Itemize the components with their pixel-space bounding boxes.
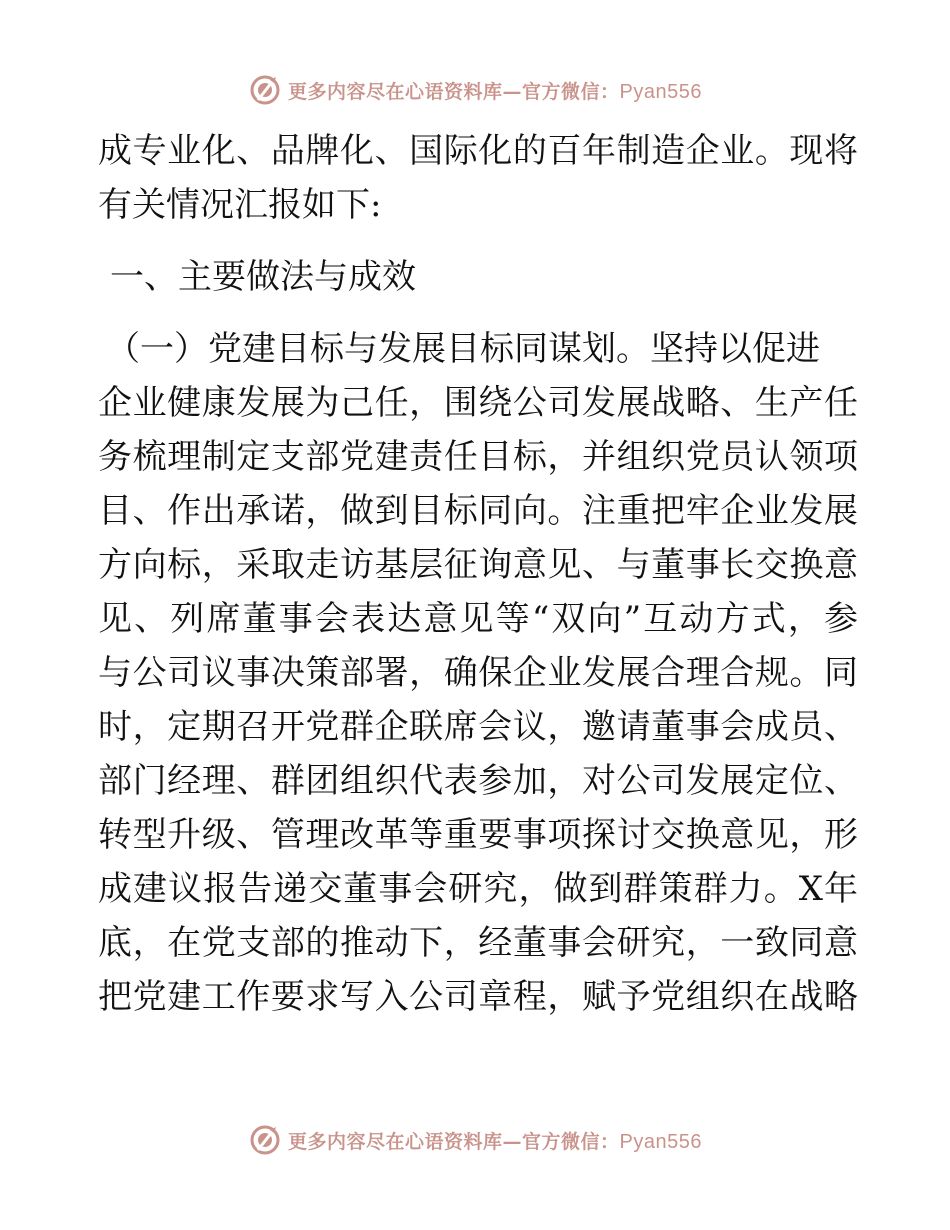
paragraph-line: 企业健康发展为己任，围绕公司发展战略、生产任 [98, 383, 858, 423]
footer-watermark [0, 1120, 950, 1160]
paragraph-line: 务梳理制定支部党建责任目标，并组织党员认领项 [98, 437, 858, 477]
document-body [98, 124, 858, 1024]
paragraph-line: 方向标，采取走访基层征询意见、与董事长交换意 [98, 545, 858, 585]
paragraph-line: 成建议报告递交董事会研究，做到群策群力。X年 [98, 869, 858, 909]
paragraph-line: 见、列席董事会表达意见等“双向”互动方式，参 [98, 599, 858, 639]
intro-line: 成专业化、品牌化、国际化的百年制造企业。现将 [98, 131, 858, 171]
paragraph-line: 部门经理、群团组织代表参加，对公司发展定位、 [98, 761, 858, 801]
paragraph-line: （一）党建目标与发展目标同谋划。坚持以促进 [106, 329, 820, 369]
paragraph-line: 目、作出承诺，做到目标同向。注重把牢企业发展 [98, 491, 858, 531]
pen-seal-logo-icon [248, 1123, 282, 1157]
pen-seal-logo-icon [248, 73, 282, 107]
watermark-text: 更多内容尽在心语资料库—官方微信：Pyan556 [288, 1130, 702, 1153]
paragraph-line: 转型升级、管理改革等重要事项探讨交换意见，形 [98, 815, 858, 855]
header-watermark [0, 70, 950, 110]
paragraph-line: 底，在党支部的推动下，经董事会研究，一致同意 [98, 923, 858, 963]
paragraph-line: 与公司议事决策部署，确保企业发展合理合规。同 [98, 653, 858, 693]
intro-line: 有关情况汇报如下: [98, 185, 382, 225]
paragraph-line: 把党建工作要求写入公司章程，赋予党组织在战略 [98, 977, 858, 1017]
paragraph-line: 时，定期召开党群企联席会议，邀请董事会成员、 [98, 707, 858, 747]
watermark-text: 更多内容尽在心语资料库—官方微信：Pyan556 [288, 80, 702, 103]
section-heading: 一、主要做法与成效 [110, 257, 416, 297]
